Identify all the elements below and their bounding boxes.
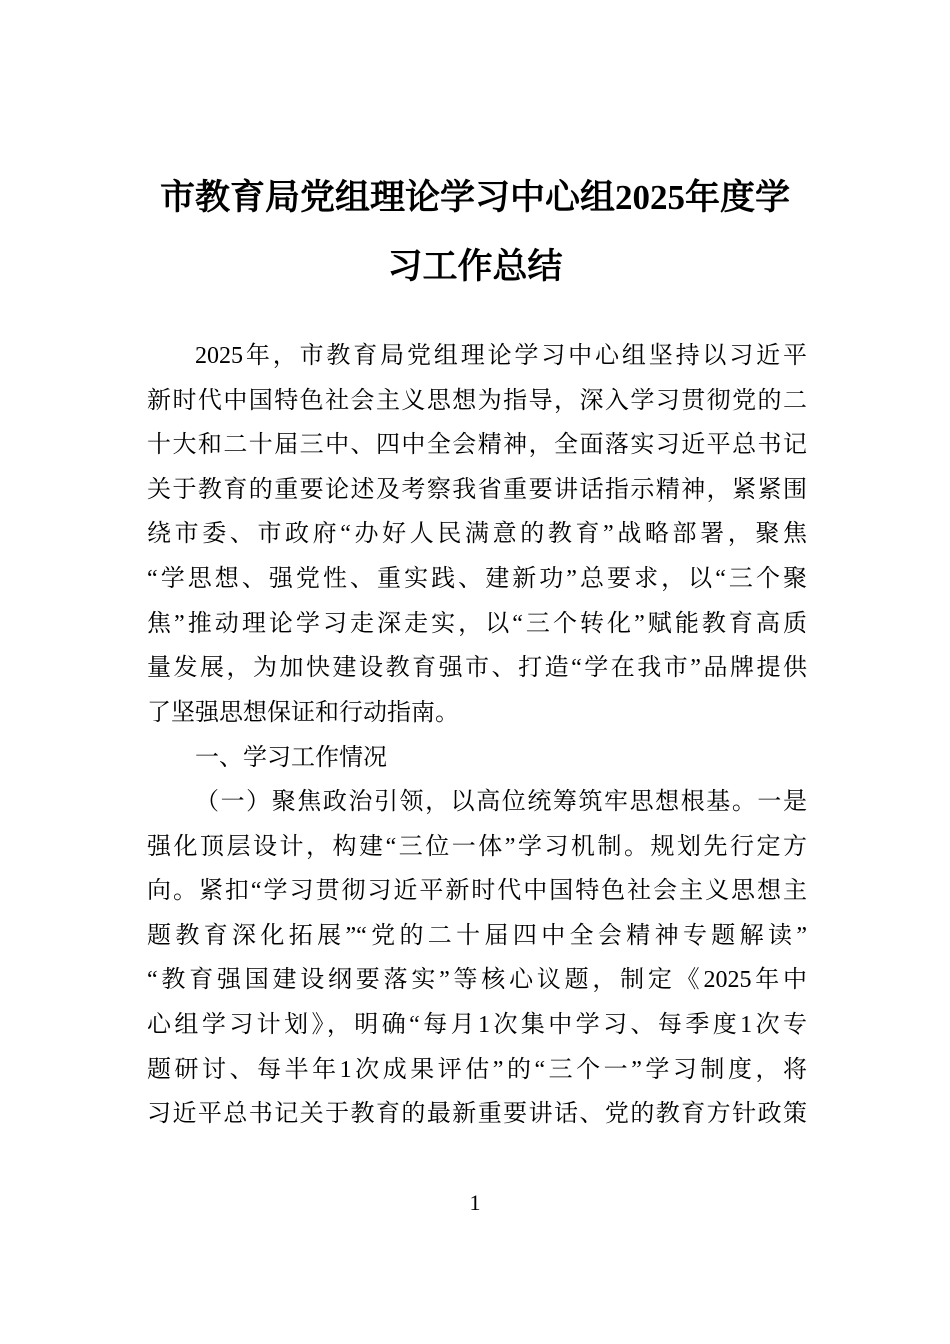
paragraph-line: 关于教育的重要论述及考察我省重要讲话指示精神，紧紧围 [147, 476, 807, 503]
paragraph-line: 题教育深化拓展”“党的二十届四中全会精神专题解读” [147, 922, 807, 949]
paragraph-line: 强化顶层设计，构建“三位一体”学习机制。规划先行定方 [147, 833, 807, 860]
paragraph-line: “学思想、强党性、重实践、建新功”总要求，以“三个聚 [147, 565, 807, 592]
paragraph-line: 绕市委、市政府“办好人民满意的教育”战略部署，聚焦 [147, 521, 807, 548]
document-title-line-2: 习工作总结 [387, 247, 563, 286]
page-number: 1 [469, 1190, 481, 1215]
paragraph-line: 2025年，市教育局党组理论学习中心组坚持以习近平 [195, 343, 807, 369]
paragraph-line: 量发展，为加快建设教育强市、打造“学在我市”品牌提供 [147, 655, 807, 682]
paragraph-line: （一）聚焦政治引领，以高位统筹筑牢思想根基。一是 [195, 788, 807, 815]
paragraph-line: 新时代中国特色社会主义思想为指导，深入学习贯彻党的二 [147, 387, 807, 414]
paragraph-line: 十大和二十届三中、四中全会精神，全面落实习近平总书记 [147, 432, 807, 459]
paragraph [147, 780, 807, 1137]
document-body [147, 334, 807, 1137]
paragraph-line: 习近平总书记关于教育的最新重要讲话、党的教育方针政策 [147, 1101, 807, 1128]
paragraph-line: 了坚强思想保证和行动指南。 [147, 699, 459, 726]
paragraph-line: 题研讨、每半年1次成果评估”的“三个一”学习制度，将 [147, 1056, 807, 1083]
section-heading: 一、学习工作情况 [195, 743, 387, 772]
paragraph-line: 向。紧扣“学习贯彻习近平新时代中国特色社会主义思想主 [147, 878, 807, 905]
document-title-line-1: 市教育局党组理论学习中心组2025年度学 [159, 178, 790, 217]
paragraph-line: 焦”推动理论学习走深走实，以“三个转化”赋能教育高质 [147, 610, 807, 637]
paragraph [147, 334, 807, 735]
paragraph-line: “教育强国建设纲要落实”等核心议题，制定《2025年中 [147, 967, 807, 994]
paragraph-line: 心组学习计划》，明确“每月1次集中学习、每季度1次专 [147, 1011, 807, 1038]
